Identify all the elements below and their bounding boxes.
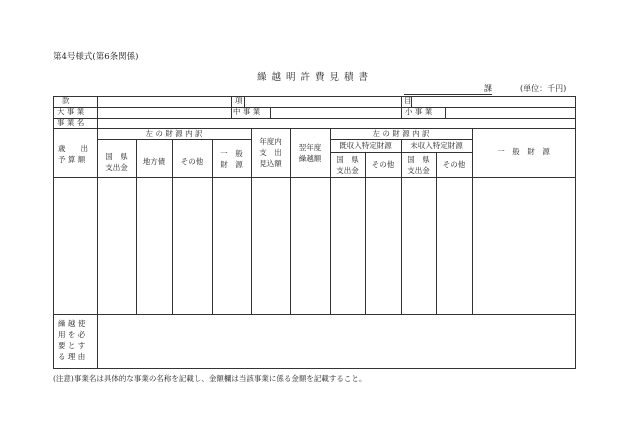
footnote: (注意)事業名は具体的な事業の名称を記載し、金額欄は当該事業に係る金額を記載すること。 [53,374,367,383]
general-label-1: 一 般 [220,149,243,158]
unreceived-specific-label: 未収入特定財源 [410,141,463,150]
within-year-label-1: 年度内 [259,137,282,146]
form-title: 繰越明許費見積書 [256,72,373,83]
small-business-label: 小 事 業 [405,107,433,116]
large-business-label: 大 事 業 [57,107,85,116]
national-pref-r2-label-1: 国 県 [407,155,430,164]
department-field[interactable]: 課 [404,84,492,95]
reason-label-3: 要 と す [58,341,86,350]
other-r2-label: その他 [442,160,466,169]
kan-label: 款 [62,96,70,105]
kou-label: 項 [235,96,243,105]
next-year-label-2: 繰越額 [298,154,322,163]
reason-label-2: 用 を 必 [58,330,86,339]
general-label-2: 財 源 [220,160,243,169]
business-name-label: 事 業 名 [57,118,85,127]
national-pref-r2-label-2: 支出金 [407,166,430,175]
within-year-label-3: 見込額 [259,159,282,168]
reason-label-4: る 理 由 [58,352,86,361]
middle-business-label: 中 事 業 [233,107,261,116]
received-specific-label: 既収入特定財源 [339,141,392,150]
source-breakdown-left: 左 の 財 源 内 訳 [145,129,203,138]
form-number: 第4号様式(第6条関係) [53,52,139,62]
national-pref-label-2: 支出金 [105,163,128,172]
budget-label-1: 歳 出 [58,144,88,153]
moku-label: 目 [404,96,412,105]
national-pref-r1-label-1: 国 県 [336,155,359,164]
budget-label-2: 予 算 額 [58,155,86,164]
reason-label-1: 繰 越 使 [58,319,86,328]
general-source-label: 一 般 財 源 [497,147,550,156]
national-pref-r1-label-2: 支出金 [336,166,359,175]
source-breakdown-right: 左 の 財 源 内 訳 [372,129,430,138]
other-r1-label: その他 [371,160,395,169]
national-pref-label-1: 国 県 [105,152,128,161]
unit-note: (単位：千円) [520,84,567,93]
next-year-label-1: 翌年度 [298,143,322,152]
within-year-label-2: 支 出 [259,148,282,157]
local-bond-label: 地方債 [142,157,166,166]
other-label: その他 [180,157,204,166]
